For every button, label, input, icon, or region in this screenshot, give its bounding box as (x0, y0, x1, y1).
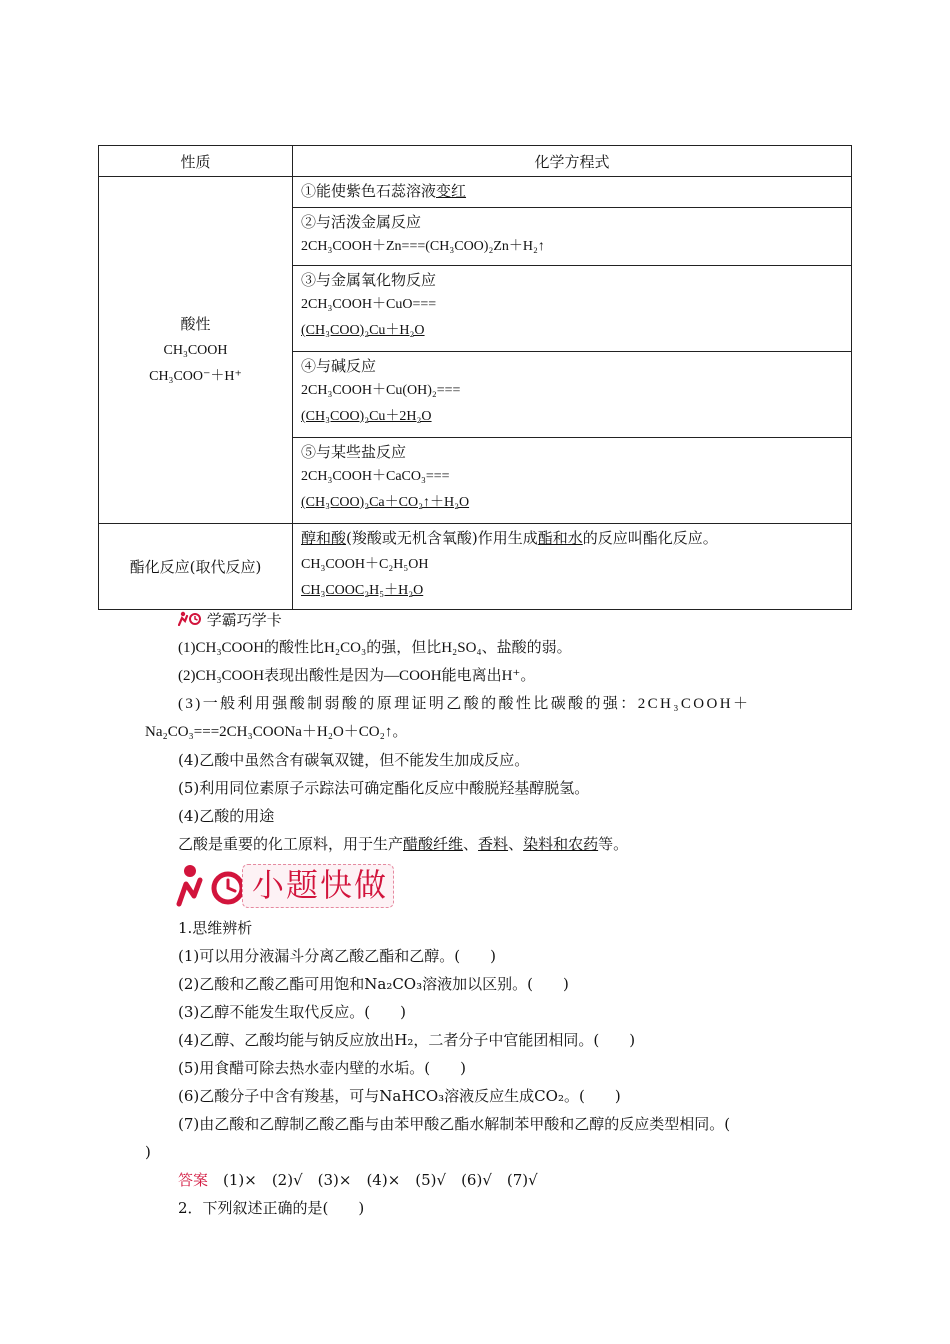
tip-4: (4)乙酸中虽然含有碳氧双键，但不能发生加成反应。 (178, 751, 530, 769)
item-3-text: ③与金属氧化物反应 (301, 271, 437, 289)
header-property: 性质 (99, 146, 293, 177)
uses-heading: (4)乙酸的用途 (178, 807, 275, 825)
quiz-q1: (1)可以用分液漏斗分离乙酸乙酯和乙醇。( ) (178, 947, 496, 965)
properties-table (98, 145, 852, 610)
quiz-q4: (4)乙醇、乙酸均能与钠反应放出H₂，二者分子中官能团相同。( ) (178, 1031, 636, 1049)
acidity-cell (99, 177, 293, 524)
quiz-q3: (3)乙醇不能发生取代反应。( ) (178, 1003, 406, 1021)
quiz-answer (178, 1168, 538, 1192)
tip-5: (5)利用同位素原子示踪法可确定酯化反应中酸脱羟基醇脱氢。 (178, 779, 590, 797)
uses-item-3: 染料和农药 (523, 835, 599, 853)
esterification-cell (99, 524, 293, 610)
answer-text: (1)× (2)√ (3)× (4)× (5)√ (6)√ (7)√ (208, 1171, 538, 1189)
ester-equation-b: CH₃COOC₂H₅＋H₂O (301, 583, 424, 598)
item-5-equation-a: 2CH₃COOH＋CaCO₃=== (301, 469, 450, 484)
ester-desc-1: 醇和酸 (301, 529, 347, 547)
esterification-content (293, 524, 852, 610)
item-1-answer: 变红 (436, 182, 467, 200)
tip-3-line-a: (3)一般利用强酸制弱酸的原理证明乙酸的酸性比碳酸的强：2CH₃COOH＋ (178, 696, 751, 712)
uses-paragraph (178, 832, 628, 856)
uses-item-1: 醋酸纤维 (403, 835, 464, 853)
quiz-q7-line-a: (7)由乙酸和乙醇制乙酸乙酯与由苯甲酸乙酯水解制苯甲酸和乙醇的反应类型相同。( (178, 1115, 731, 1133)
quiz-q7-line-b: ) (145, 1143, 151, 1161)
item-3-equation-a: 2CH₃COOH＋CuO=== (301, 297, 437, 312)
quiz-next-question: 2．下列叙述正确的是( ) (178, 1199, 365, 1217)
uses-sep-2: 、 (508, 835, 524, 853)
quiz-banner-title: 小题快做 (252, 866, 389, 904)
item-3-equation-b: (CH₃COO)₂Cu＋H₂O (301, 323, 425, 338)
item-1-text: ①能使紫色石蕊溶液 (301, 182, 437, 200)
acidity-item-5 (293, 438, 852, 524)
acidity-formula-b: CH₃COO⁻＋H⁺ (149, 369, 242, 384)
acidity-item-4 (293, 352, 852, 438)
uses-text-1: 乙酸是重要的化工原料，用于生产 (178, 835, 404, 853)
acidity-item-3 (293, 266, 852, 352)
acidity-label: 酸性 (180, 315, 211, 333)
tip-3-line-b: Na₂CO₃===2CH₃COONa＋H₂O＋CO₂↑。 (145, 724, 408, 740)
ester-desc-2: (羧酸或无机含氧酸)作用生成 (346, 529, 538, 547)
acidity-item-2 (293, 208, 852, 266)
uses-item-2: 香料 (478, 835, 509, 853)
tips-title: 学霸巧学卡 (206, 611, 282, 629)
acidity-formula-a: CH₃COOH (163, 343, 228, 358)
quiz-q2: (2)乙酸和乙酸乙酯可用饱和Na₂CO₃溶液加以区别。( ) (178, 975, 569, 993)
item-5-text: ⑤与某些盐反应 (301, 443, 407, 461)
item-4-text: ④与碱反应 (301, 357, 377, 375)
tip-1: (1)CH₃COOH的酸性比H₂CO₃的强，但比H₂SO₄、盐酸的弱。 (178, 640, 572, 656)
item-5-equation-b: (CH₃COO)₂Ca＋CO₂↑＋H₂O (301, 495, 470, 510)
acidity-item-1 (293, 177, 852, 208)
item-2-text: ②与活泼金属反应 (301, 213, 422, 231)
ester-equation-a: CH₃COOH＋C₂H₅OH (301, 557, 429, 572)
item-4-equation-b: (CH₃COO)₂Cu＋2H₂O (301, 409, 432, 424)
esterification-label: 酯化反应(取代反应) (129, 558, 262, 576)
uses-text-2: 等。 (598, 835, 629, 853)
quiz-q5: (5)用食醋可除去热水壶内壁的水垢。( ) (178, 1059, 466, 1077)
tips-header (178, 609, 282, 632)
item-2-equation: 2CH₃COOH＋Zn===(CH₃COO)₂Zn＋H₂↑ (301, 239, 545, 254)
tip-2: (2)CH₃COOH表现出酸性是因为—COOH能电离出H⁺。 (178, 668, 536, 684)
tips-logo-icon (178, 610, 202, 632)
quiz-q6: (6)乙酸分子中含有羧基，可与NaHCO₃溶液反应生成CO₂。( ) (178, 1087, 621, 1105)
header-equation: 化学方程式 (293, 146, 852, 177)
ester-desc-4: 的反应叫酯化反应。 (582, 529, 718, 547)
uses-sep-1: 、 (463, 835, 479, 853)
quiz-section: 1.思维辨析 (178, 919, 253, 937)
ester-desc-3: 酯和水 (537, 529, 583, 547)
item-4-equation-a: 2CH₃COOH＋Cu(OH)₂=== (301, 383, 461, 398)
answer-label: 答案 (178, 1171, 209, 1189)
